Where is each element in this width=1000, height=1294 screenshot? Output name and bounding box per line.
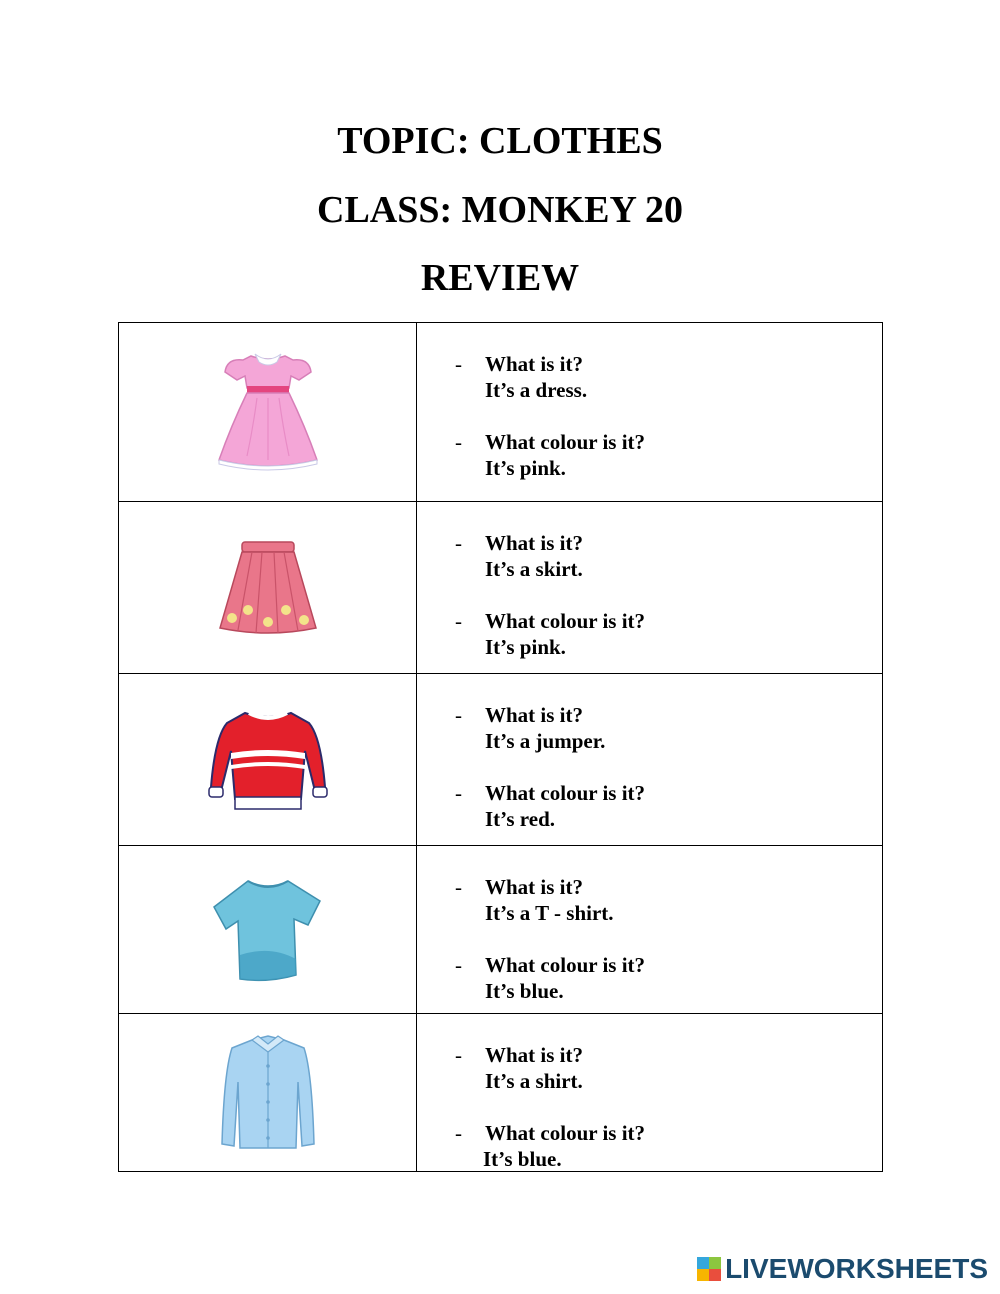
table-row [119, 846, 883, 1014]
table-row [119, 323, 883, 502]
class-title: CLASS: MONKEY 20 [317, 189, 683, 231]
answer-colour: It’s blue. [483, 1147, 562, 1171]
table-row [119, 502, 883, 674]
review-table [118, 322, 883, 1172]
bullet-dash: - [455, 875, 462, 899]
answer-colour: It’s pink. [485, 635, 566, 659]
blue-tshirt-icon [210, 875, 326, 985]
answer-what: It’s a jumper. [485, 729, 606, 753]
answer-colour: It’s pink. [485, 456, 566, 480]
bullet-dash: - [455, 609, 462, 633]
question-cell [417, 323, 883, 502]
answer-what: It’s a dress. [485, 378, 588, 402]
bullet-dash: - [455, 531, 462, 555]
question-what: What is it? [485, 1043, 584, 1067]
bullet-dash: - [455, 352, 462, 376]
image-cell [119, 502, 417, 674]
brand-name: LIVEWORKSHEETS [725, 1253, 988, 1284]
liveworksheets-logo-icon [697, 1257, 721, 1281]
blue-shirt-icon [216, 1032, 320, 1154]
answer-colour: It’s blue. [485, 979, 564, 1003]
topic-title: TOPIC: CLOTHES [337, 120, 663, 162]
pink-skirt-icon [216, 538, 320, 638]
question-what: What is it? [485, 703, 584, 727]
bullet-dash: - [455, 430, 462, 454]
question-cell [417, 846, 883, 1014]
bullet-dash: - [455, 1121, 462, 1145]
answer-what: It’s a skirt. [485, 557, 583, 581]
bullet-dash: - [455, 953, 462, 977]
question-cell [417, 1014, 883, 1172]
red-jumper-icon [205, 707, 331, 813]
question-cell [417, 502, 883, 674]
answer-colour: It’s red. [485, 807, 555, 831]
question-colour: What colour is it? [485, 953, 646, 977]
bullet-dash: - [455, 781, 462, 805]
answer-what: It’s a shirt. [485, 1069, 583, 1093]
brand-footer [697, 1252, 988, 1286]
question-colour: What colour is it? [485, 781, 646, 805]
image-cell [119, 846, 417, 1014]
image-cell [119, 674, 417, 846]
image-cell [119, 323, 417, 502]
question-what: What is it? [485, 352, 584, 376]
question-what: What is it? [485, 531, 584, 555]
pink-dress-icon [213, 348, 323, 476]
question-colour: What colour is it? [485, 1121, 646, 1145]
table-row [119, 674, 883, 846]
image-cell [119, 1014, 417, 1172]
answer-what: It’s a T - shirt. [485, 901, 614, 925]
bullet-dash: - [455, 1043, 462, 1067]
question-cell [417, 674, 883, 846]
question-colour: What colour is it? [485, 430, 646, 454]
bullet-dash: - [455, 703, 462, 727]
question-what: What is it? [485, 875, 584, 899]
table-row [119, 1014, 883, 1172]
review-title: REVIEW [420, 257, 580, 299]
question-colour: What colour is it? [485, 609, 646, 633]
